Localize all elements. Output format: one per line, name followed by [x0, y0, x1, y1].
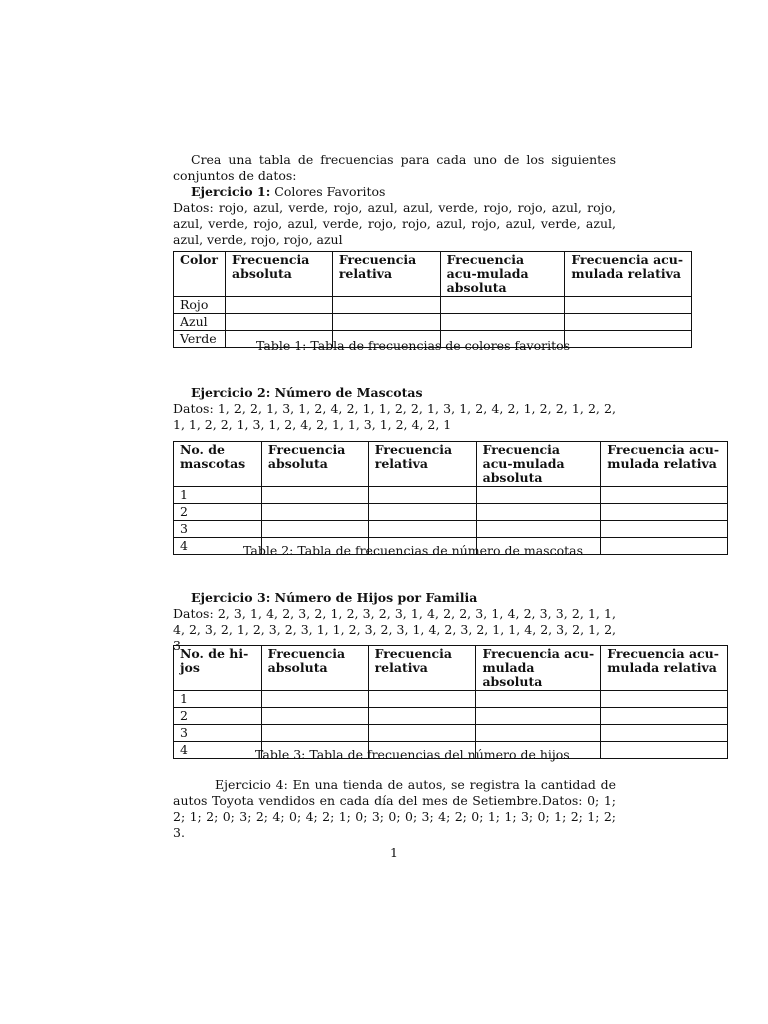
table-header-cell: Frecuencia acu-mulada absoluta	[476, 442, 601, 487]
row-label: 1	[174, 487, 262, 504]
table-header-cell: Frecuencia absoluta	[225, 252, 332, 297]
row-label: Verde	[174, 331, 226, 348]
empty-cell[interactable]	[368, 487, 476, 504]
empty-cell[interactable]	[601, 521, 728, 538]
empty-cell[interactable]	[261, 708, 368, 725]
table-header-cell: No. de mascotas	[174, 442, 262, 487]
table-header-row	[174, 442, 728, 487]
row-label: 3	[174, 725, 262, 742]
ex2-heading: Ejercicio 2: Número de Mascotas	[191, 385, 423, 400]
table-header-cell: Frecuencia acu-mulada absoluta	[476, 646, 601, 691]
ex4-text: Ejercicio 4: En una tienda de autos, se registra la cantidad de autos Toyota vendidos en cada día del mes de Setiembre.Datos: 0; 1; 2; 1; 2; 0; 3; 2; 4; 0; 4; 2; 1; 0; 3; 0; 0; 3; 4; 2; 0; 1; 1; 3; 0; 1; 2; 1; 2; 3.	[173, 777, 616, 840]
empty-cell[interactable]	[565, 314, 692, 331]
empty-cell[interactable]	[476, 708, 601, 725]
table-caption-1: Table 1: Tabla de frecuencias de colores favoritos	[256, 338, 571, 353]
empty-cell[interactable]	[261, 725, 368, 742]
row-label: 4	[174, 538, 262, 555]
empty-cell[interactable]	[476, 691, 601, 708]
empty-cell[interactable]	[368, 521, 476, 538]
empty-cell[interactable]	[225, 314, 332, 331]
table-row	[174, 297, 692, 314]
empty-cell[interactable]	[368, 708, 476, 725]
empty-cell[interactable]	[368, 691, 476, 708]
empty-cell[interactable]	[601, 691, 728, 708]
empty-cell[interactable]	[601, 538, 728, 555]
table-header-row	[174, 646, 728, 691]
table-caption-2: Table 2: Tabla de frecuencias de número de mascotas	[243, 543, 583, 558]
empty-cell[interactable]	[601, 742, 728, 759]
empty-cell[interactable]	[601, 487, 728, 504]
table-header-cell: Frecuencia acu-mulada absoluta	[440, 252, 565, 297]
ex1-data: Datos: rojo, azul, verde, rojo, azul, azul, verde, rojo, rojo, azul, rojo, azul, verde, rojo, azul, verde, rojo, rojo, azul, rojo, azul, verde, azul, azul, verde, rojo, rojo, azul	[173, 200, 616, 247]
row-label: 1	[174, 691, 262, 708]
empty-cell[interactable]	[601, 504, 728, 521]
table-row	[174, 521, 728, 538]
table-row	[174, 314, 692, 331]
empty-cell[interactable]	[332, 297, 440, 314]
table-row	[174, 691, 728, 708]
table-header-cell: Frecuencia absoluta	[261, 442, 368, 487]
ex2-data: Datos: 1, 2, 2, 1, 3, 1, 2, 4, 2, 1, 1, 2, 2, 1, 3, 1, 2, 4, 2, 1, 2, 2, 1, 2, 2, 1, 1, 2, 2, 1, 3, 1, 2, 4, 2, 1, 1, 3, 1, 2, 4, 2, 1	[173, 401, 616, 432]
empty-cell[interactable]	[476, 487, 601, 504]
table-row	[174, 504, 728, 521]
intro-text: Crea una tabla de frecuencias para cada uno de los siguientes conjuntos de datos:	[173, 152, 616, 183]
empty-cell[interactable]	[332, 314, 440, 331]
table-hijos	[173, 645, 728, 759]
row-label: 3	[174, 521, 262, 538]
page-number: 1	[390, 845, 398, 860]
empty-cell[interactable]	[368, 504, 476, 521]
empty-cell[interactable]	[565, 331, 692, 348]
table-header-cell: No. de hi-jos	[174, 646, 262, 691]
table-header-row	[174, 252, 692, 297]
empty-cell[interactable]	[476, 504, 601, 521]
table-mascotas	[173, 441, 728, 555]
empty-cell[interactable]	[261, 521, 368, 538]
empty-cell[interactable]	[565, 297, 692, 314]
table-colores	[173, 251, 692, 348]
table-row	[174, 487, 728, 504]
table-header-cell: Color	[174, 252, 226, 297]
ex3-heading: Ejercicio 3: Número de Hijos por Familia	[191, 590, 478, 605]
row-label: 2	[174, 708, 262, 725]
empty-cell[interactable]	[261, 504, 368, 521]
row-label: Rojo	[174, 297, 226, 314]
empty-cell[interactable]	[261, 691, 368, 708]
row-label: 2	[174, 504, 262, 521]
row-label: 4	[174, 742, 262, 759]
empty-cell[interactable]	[476, 725, 601, 742]
table-header-cell: Frecuencia acu-mulada relativa	[601, 646, 728, 691]
empty-cell[interactable]	[440, 314, 565, 331]
empty-cell[interactable]	[261, 487, 368, 504]
row-label: Azul	[174, 314, 226, 331]
empty-cell[interactable]	[440, 297, 565, 314]
empty-cell[interactable]	[225, 297, 332, 314]
table-header-cell: Frecuencia relativa	[332, 252, 440, 297]
table-caption-3: Table 3: Tabla de frecuencias del número de hijos	[255, 747, 570, 762]
table-header-cell: Frecuencia acu-mulada relativa	[565, 252, 692, 297]
ex1-heading-label: Ejercicio 1:	[191, 184, 271, 199]
ex2-block	[173, 385, 616, 433]
ex1-heading-title: Colores Favoritos	[270, 184, 386, 199]
ex1-heading	[173, 184, 616, 200]
ex4-block	[173, 777, 616, 841]
empty-cell[interactable]	[601, 708, 728, 725]
empty-cell[interactable]	[601, 725, 728, 742]
table-header-cell: Frecuencia acu-mulada relativa	[601, 442, 728, 487]
table-row	[174, 725, 728, 742]
empty-cell[interactable]	[476, 521, 601, 538]
intro-block	[173, 152, 616, 248]
table-row	[174, 708, 728, 725]
table-header-cell: Frecuencia relativa	[368, 442, 476, 487]
ex3-data: Datos: 2, 3, 1, 4, 2, 3, 2, 1, 2, 3, 2, 3, 1, 4, 2, 2, 3, 1, 4, 2, 3, 3, 2, 1, 1, 4, 2, 3, 2, 1, 2, 3, 2, 3, 1, 1, 2, 3, 2, 3, 1, 4, 2, 3, 2, 1, 1, 4, 2, 3, 2, 1, 2, 3	[173, 606, 616, 653]
table-header-cell: Frecuencia absoluta	[261, 646, 368, 691]
table-header-cell: Frecuencia relativa	[368, 646, 476, 691]
empty-cell[interactable]	[368, 725, 476, 742]
